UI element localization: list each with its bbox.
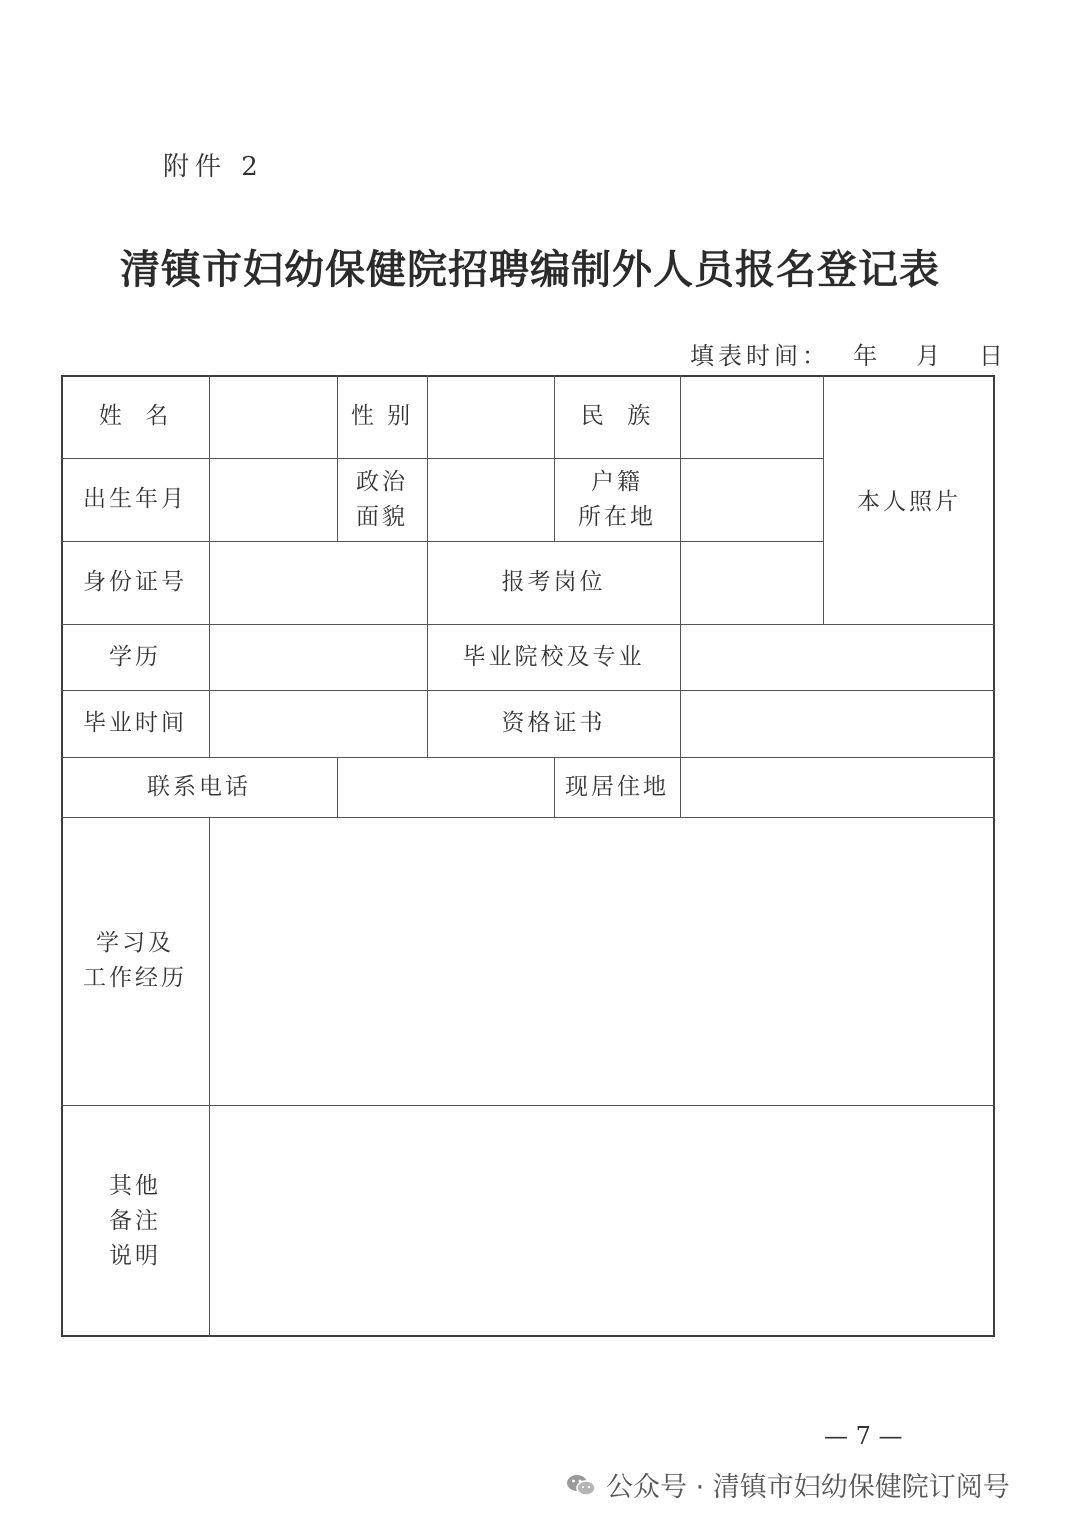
photo-box[interactable] [823,375,995,624]
watermark-text: 公众号 · 清镇市妇幼保健院订阅号 [606,1472,1010,1503]
label-hukou: 户籍 所在地 [578,468,656,530]
label-school-major: 毕业院校及专业 [462,643,645,670]
input-remarks[interactable] [209,1105,995,1337]
label-grad-time: 毕业时间 [83,710,187,736]
wechat-icon [566,1473,596,1497]
label-gender: 性 别 [350,403,414,429]
input-phone[interactable] [337,757,554,817]
input-certificate[interactable] [680,690,995,757]
input-position[interactable] [680,541,823,624]
input-hukou[interactable] [680,458,823,541]
input-school-major[interactable] [680,624,995,690]
label-position: 报考岗位 [501,569,606,595]
watermark [566,1465,1010,1504]
label-political: 政治 面貌 [356,468,408,530]
label-certificate: 资格证书 [501,710,606,736]
label-ethnicity: 民 族 [580,403,654,429]
input-gender[interactable] [427,375,554,458]
label-photo: 本人照片 [857,489,961,515]
label-name: 姓 名 [98,403,172,429]
label-address: 现居住地 [565,773,669,800]
input-ethnicity[interactable] [680,375,823,458]
input-id-number[interactable] [209,541,427,624]
label-birth: 出生年月 [83,486,187,512]
page-title: 清镇市妇幼保健院招聘编制外人员报名登记表 [120,247,940,293]
label-id-number: 身份证号 [83,569,187,595]
attachment-label: 附件 2 [163,152,264,182]
input-name[interactable] [209,375,337,458]
input-education[interactable] [209,624,427,690]
label-remarks: 其他 备注 说明 [109,1172,161,1269]
input-birth[interactable] [209,458,337,541]
input-grad-time[interactable] [209,690,427,757]
label-experience: 学习及 工作经历 [83,930,187,991]
input-experience[interactable] [209,817,995,1105]
input-political[interactable] [427,458,554,541]
label-education: 学历 [109,643,161,670]
fill-date: 填表时间： 年 月 日 [690,342,1008,370]
label-phone: 联系电话 [147,773,251,800]
input-address[interactable] [680,757,995,817]
page-number: — 7 — [824,1422,903,1450]
